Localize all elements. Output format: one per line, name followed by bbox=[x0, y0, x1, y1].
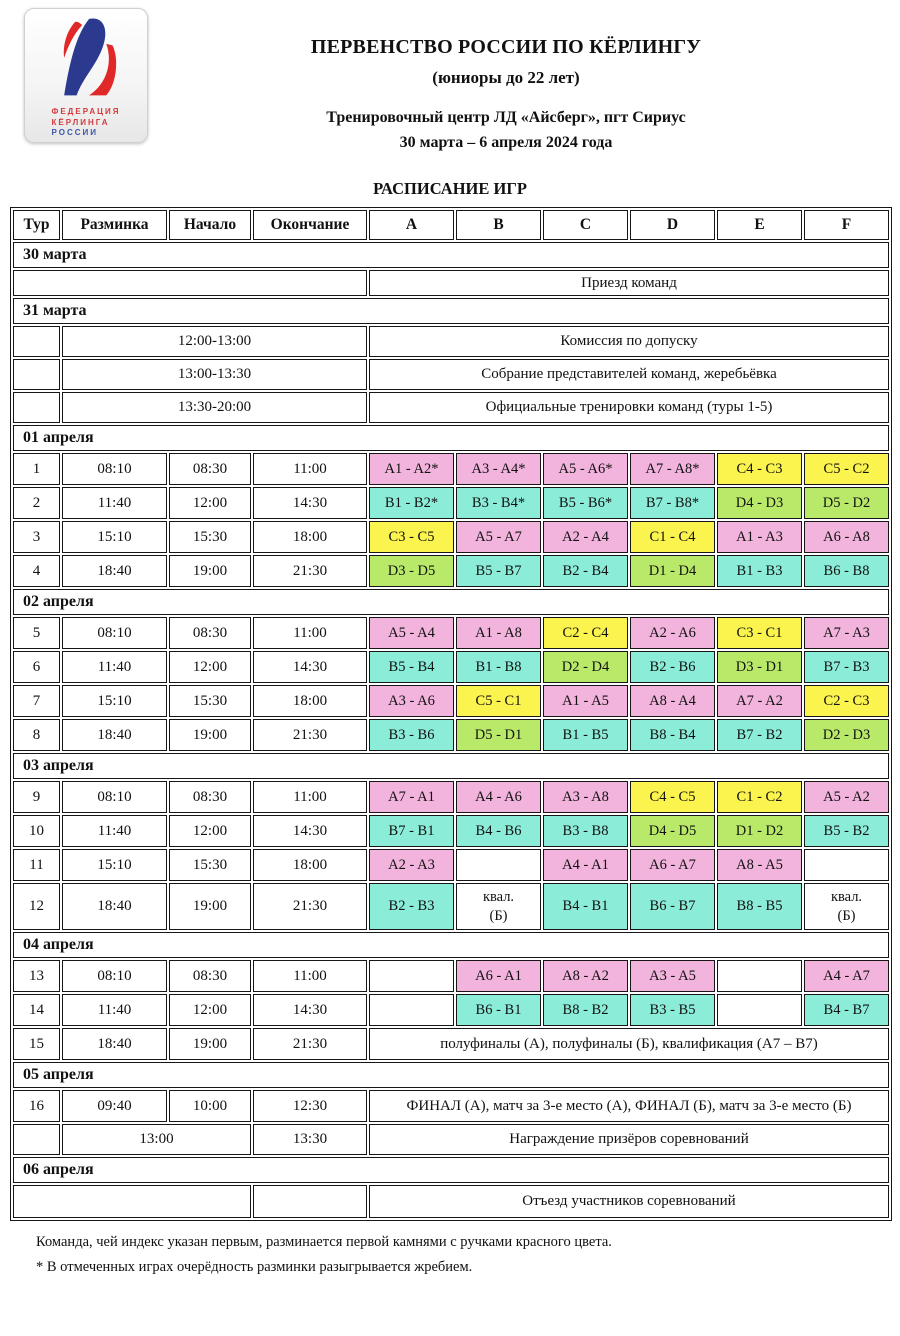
table-row bbox=[13, 270, 889, 296]
table-row bbox=[13, 487, 889, 519]
game-cell bbox=[717, 960, 802, 992]
game-cell: A8 - A2 bbox=[543, 960, 628, 992]
tour-cell bbox=[13, 1124, 60, 1155]
game-cell: B1 - B5 bbox=[543, 719, 628, 751]
start-cell: 19:00 bbox=[169, 719, 251, 751]
tour-cell: 5 bbox=[13, 617, 60, 649]
game-cell: A3 - A6 bbox=[369, 685, 454, 717]
event-text: Официальные тренировки команд (туры 1-5) bbox=[369, 392, 889, 423]
date-label: 01 апреля bbox=[13, 425, 889, 451]
game-cell: A2 - A6 bbox=[630, 617, 715, 649]
tour-cell: 11 bbox=[13, 849, 60, 881]
footnotes bbox=[36, 1232, 900, 1278]
game-cell: B1 - B2* bbox=[369, 487, 454, 519]
table-row bbox=[13, 932, 889, 958]
game-cell: A5 - A4 bbox=[369, 617, 454, 649]
game-cell: A1 - A5 bbox=[543, 685, 628, 717]
time-end-cell: 13:30 bbox=[253, 1124, 367, 1155]
warmup-cell: 08:10 bbox=[62, 617, 167, 649]
warmup-cell: 08:10 bbox=[62, 781, 167, 813]
end-cell: 14:30 bbox=[253, 815, 367, 847]
warmup-cell: 09:40 bbox=[62, 1090, 167, 1122]
start-cell: 12:00 bbox=[169, 994, 251, 1026]
table-row bbox=[13, 719, 889, 751]
dates-line: 30 марта – 6 апреля 2024 года bbox=[399, 134, 613, 151]
page-header bbox=[0, 0, 900, 168]
column-header: Тур bbox=[13, 210, 60, 240]
table-row bbox=[13, 1062, 889, 1088]
tour-cell: 14 bbox=[13, 994, 60, 1026]
table-row bbox=[13, 651, 889, 683]
game-cell: C4 - C5 bbox=[630, 781, 715, 813]
game-cell: D2 - D4 bbox=[543, 651, 628, 683]
warmup-cell: 18:40 bbox=[62, 1028, 167, 1060]
table-row bbox=[13, 425, 889, 451]
game-cell: C1 - C4 bbox=[630, 521, 715, 553]
start-cell: 19:00 bbox=[169, 1028, 251, 1060]
end-cell: 21:30 bbox=[253, 555, 367, 587]
table-row bbox=[13, 1185, 889, 1218]
warmup-cell: 18:40 bbox=[62, 555, 167, 587]
table-row bbox=[13, 453, 889, 485]
warmup-cell: 08:10 bbox=[62, 453, 167, 485]
time-start-cell: 13:00 bbox=[62, 1124, 251, 1155]
empty-cell bbox=[13, 270, 367, 296]
empty-cell bbox=[253, 1185, 367, 1218]
game-cell: A4 - A6 bbox=[456, 781, 541, 813]
table-row bbox=[13, 1090, 889, 1122]
game-cell: A3 - A5 bbox=[630, 960, 715, 992]
game-cell: квал. (Б) bbox=[804, 883, 889, 930]
logo-text-line: ФЕДЕРАЦИЯ bbox=[51, 107, 121, 116]
start-cell: 19:00 bbox=[169, 883, 251, 930]
event-text: Отъезд участников соревнований bbox=[369, 1185, 889, 1218]
game-cell bbox=[804, 849, 889, 881]
end-cell: 18:00 bbox=[253, 849, 367, 881]
game-cell: A6 - A7 bbox=[630, 849, 715, 881]
game-cell: C5 - C2 bbox=[804, 453, 889, 485]
end-cell: 14:30 bbox=[253, 651, 367, 683]
game-cell: B2 - B6 bbox=[630, 651, 715, 683]
game-cell: B5 - B7 bbox=[456, 555, 541, 587]
table-row bbox=[13, 589, 889, 615]
start-cell: 19:00 bbox=[169, 555, 251, 587]
end-cell: 11:00 bbox=[253, 781, 367, 813]
game-cell: D4 - D5 bbox=[630, 815, 715, 847]
game-cell: A7 - A3 bbox=[804, 617, 889, 649]
schedule-table-body bbox=[13, 242, 889, 1218]
game-cell: A2 - A4 bbox=[543, 521, 628, 553]
end-cell: 11:00 bbox=[253, 453, 367, 485]
game-cell: B3 - B4* bbox=[456, 487, 541, 519]
header-row bbox=[13, 210, 889, 240]
end-cell: 21:30 bbox=[253, 1028, 367, 1060]
game-cell: B7 - B3 bbox=[804, 651, 889, 683]
table-row bbox=[13, 359, 889, 390]
table-row bbox=[13, 815, 889, 847]
empty-cell bbox=[13, 1185, 251, 1218]
tour-cell: 13 bbox=[13, 960, 60, 992]
event-text: полуфиналы (А), полуфиналы (Б), квалификация (А7 – В7) bbox=[369, 1028, 889, 1060]
warmup-cell: 11:40 bbox=[62, 815, 167, 847]
game-cell: D1 - D2 bbox=[717, 815, 802, 847]
game-cell: B6 - B8 bbox=[804, 555, 889, 587]
tour-cell bbox=[13, 326, 60, 357]
tour-cell: 6 bbox=[13, 651, 60, 683]
start-cell: 15:30 bbox=[169, 521, 251, 553]
game-cell: D5 - D2 bbox=[804, 487, 889, 519]
column-header: A bbox=[369, 210, 454, 240]
tour-cell: 12 bbox=[13, 883, 60, 930]
start-cell: 15:30 bbox=[169, 685, 251, 717]
schedule-table-head bbox=[13, 210, 889, 240]
game-cell: B3 - B8 bbox=[543, 815, 628, 847]
start-cell: 10:00 bbox=[169, 1090, 251, 1122]
game-cell: B5 - B6* bbox=[543, 487, 628, 519]
game-cell: A2 - A3 bbox=[369, 849, 454, 881]
table-row bbox=[13, 753, 889, 779]
game-cell: B6 - B7 bbox=[630, 883, 715, 930]
column-header: Окончание bbox=[253, 210, 367, 240]
column-header: B bbox=[456, 210, 541, 240]
game-cell: A4 - A7 bbox=[804, 960, 889, 992]
tour-cell bbox=[13, 359, 60, 390]
column-header: Начало bbox=[169, 210, 251, 240]
logo-text-line: РОССИИ bbox=[51, 128, 99, 137]
game-cell: C5 - C1 bbox=[456, 685, 541, 717]
tour-cell: 4 bbox=[13, 555, 60, 587]
tour-cell: 10 bbox=[13, 815, 60, 847]
table-row bbox=[13, 1028, 889, 1060]
time-range-cell: 13:30-20:00 bbox=[62, 392, 367, 423]
game-cell: B6 - B1 bbox=[456, 994, 541, 1026]
end-cell: 18:00 bbox=[253, 685, 367, 717]
game-cell: A5 - A2 bbox=[804, 781, 889, 813]
start-cell: 08:30 bbox=[169, 781, 251, 813]
game-cell: квал. (Б) bbox=[456, 883, 541, 930]
game-cell: B1 - B3 bbox=[717, 555, 802, 587]
game-cell: B8 - B5 bbox=[717, 883, 802, 930]
game-cell: B5 - B2 bbox=[804, 815, 889, 847]
federation-logo bbox=[24, 8, 148, 143]
time-range-cell: 13:00-13:30 bbox=[62, 359, 367, 390]
game-cell: A7 - A8* bbox=[630, 453, 715, 485]
game-cell: C1 - C2 bbox=[717, 781, 802, 813]
table-row bbox=[13, 1157, 889, 1183]
date-label: 06 апреля bbox=[13, 1157, 889, 1183]
game-cell: A5 - A6* bbox=[543, 453, 628, 485]
table-row bbox=[13, 521, 889, 553]
column-header: D bbox=[630, 210, 715, 240]
game-cell: A6 - A1 bbox=[456, 960, 541, 992]
end-cell: 21:30 bbox=[253, 883, 367, 930]
start-cell: 12:00 bbox=[169, 815, 251, 847]
tour-cell: 16 bbox=[13, 1090, 60, 1122]
table-row bbox=[13, 242, 889, 268]
game-cell: A8 - A5 bbox=[717, 849, 802, 881]
game-cell: D3 - D5 bbox=[369, 555, 454, 587]
game-cell: A4 - A1 bbox=[543, 849, 628, 881]
game-cell bbox=[717, 994, 802, 1026]
end-cell: 21:30 bbox=[253, 719, 367, 751]
tour-cell: 8 bbox=[13, 719, 60, 751]
game-cell: D5 - D1 bbox=[456, 719, 541, 751]
end-cell: 12:30 bbox=[253, 1090, 367, 1122]
game-cell: B4 - B7 bbox=[804, 994, 889, 1026]
game-cell: C3 - C5 bbox=[369, 521, 454, 553]
game-cell: D3 - D1 bbox=[717, 651, 802, 683]
page-title: ПЕРВЕНСТВО РОССИИ ПО КЁРЛИНГУ bbox=[310, 36, 702, 58]
note-asterisk: * В отмеченных играх очерёдность разминки разыгрывается жребием. bbox=[36, 1259, 473, 1276]
game-cell: A8 - A4 bbox=[630, 685, 715, 717]
start-cell: 15:30 bbox=[169, 849, 251, 881]
game-cell: A1 - A8 bbox=[456, 617, 541, 649]
game-cell bbox=[456, 849, 541, 881]
table-row bbox=[13, 617, 889, 649]
schedule-title: РАСПИСАНИЕ ИГР bbox=[373, 179, 527, 198]
warmup-cell: 18:40 bbox=[62, 719, 167, 751]
tour-cell: 3 bbox=[13, 521, 60, 553]
warmup-cell: 15:10 bbox=[62, 849, 167, 881]
warmup-cell: 15:10 bbox=[62, 521, 167, 553]
venue-line: Тренировочный центр ЛД «Айсберг», пгт Сириус bbox=[326, 109, 686, 126]
table-row bbox=[13, 883, 889, 930]
start-cell: 12:00 bbox=[169, 651, 251, 683]
date-label: 03 апреля bbox=[13, 753, 889, 779]
event-text: Приезд команд bbox=[369, 270, 889, 296]
game-cell: B5 - B4 bbox=[369, 651, 454, 683]
game-cell: A7 - A1 bbox=[369, 781, 454, 813]
end-cell: 14:30 bbox=[253, 994, 367, 1026]
column-header: E bbox=[717, 210, 802, 240]
game-cell: B7 - B2 bbox=[717, 719, 802, 751]
warmup-cell: 11:40 bbox=[62, 994, 167, 1026]
start-cell: 08:30 bbox=[169, 960, 251, 992]
event-text: Собрание представителей команд, жеребьёвка bbox=[369, 359, 889, 390]
table-row bbox=[13, 781, 889, 813]
column-header: Разминка bbox=[62, 210, 167, 240]
game-cell: D1 - D4 bbox=[630, 555, 715, 587]
title-block bbox=[116, 0, 896, 152]
date-label: 04 апреля bbox=[13, 932, 889, 958]
warmup-cell: 15:10 bbox=[62, 685, 167, 717]
table-row bbox=[13, 849, 889, 881]
tour-cell: 15 bbox=[13, 1028, 60, 1060]
end-cell: 14:30 bbox=[253, 487, 367, 519]
start-cell: 08:30 bbox=[169, 617, 251, 649]
table-row bbox=[13, 685, 889, 717]
game-cell: B4 - B1 bbox=[543, 883, 628, 930]
warmup-cell: 11:40 bbox=[62, 651, 167, 683]
tour-cell: 1 bbox=[13, 453, 60, 485]
game-cell: B3 - B6 bbox=[369, 719, 454, 751]
note-warmup-stones: Команда, чей индекс указан первым, разминается первой камнями с ручками красного цвета. bbox=[36, 1234, 612, 1250]
table-row bbox=[13, 994, 889, 1026]
tour-cell bbox=[13, 392, 60, 423]
event-text: Награждение призёров соревнований bbox=[369, 1124, 889, 1155]
table-row bbox=[13, 392, 889, 423]
tour-cell: 2 bbox=[13, 487, 60, 519]
game-cell: A6 - A8 bbox=[804, 521, 889, 553]
game-cell: A3 - A4* bbox=[456, 453, 541, 485]
game-cell bbox=[369, 994, 454, 1026]
column-header: F bbox=[804, 210, 889, 240]
game-cell: B3 - B5 bbox=[630, 994, 715, 1026]
column-header: C bbox=[543, 210, 628, 240]
end-cell: 18:00 bbox=[253, 521, 367, 553]
game-cell: B4 - B6 bbox=[456, 815, 541, 847]
game-cell: C2 - C4 bbox=[543, 617, 628, 649]
game-cell: A1 - A3 bbox=[717, 521, 802, 553]
game-cell: C4 - C3 bbox=[717, 453, 802, 485]
start-cell: 12:00 bbox=[169, 487, 251, 519]
date-label: 05 апреля bbox=[13, 1062, 889, 1088]
warmup-cell: 18:40 bbox=[62, 883, 167, 930]
event-text: ФИНАЛ (А), матч за 3-е место (А), ФИНАЛ (Б), матч за 3-е место (Б) bbox=[369, 1090, 889, 1122]
time-range-cell: 12:00-13:00 bbox=[62, 326, 367, 357]
schedule-table bbox=[10, 207, 892, 1221]
warmup-cell: 11:40 bbox=[62, 487, 167, 519]
game-cell: B7 - B8* bbox=[630, 487, 715, 519]
curling-federation-icon bbox=[47, 17, 125, 105]
game-cell: A7 - A2 bbox=[717, 685, 802, 717]
game-cell: B8 - B2 bbox=[543, 994, 628, 1026]
end-cell: 11:00 bbox=[253, 960, 367, 992]
table-row bbox=[13, 1124, 889, 1155]
game-cell: D2 - D3 bbox=[804, 719, 889, 751]
game-cell: B1 - B8 bbox=[456, 651, 541, 683]
tour-cell: 9 bbox=[13, 781, 60, 813]
game-cell: C2 - C3 bbox=[804, 685, 889, 717]
event-text: Комиссия по допуску bbox=[369, 326, 889, 357]
page-subtitle: (юниоры до 22 лет) bbox=[432, 68, 580, 87]
game-cell: B2 - B3 bbox=[369, 883, 454, 930]
table-row bbox=[13, 326, 889, 357]
date-label: 30 марта bbox=[13, 242, 889, 268]
game-cell: B8 - B4 bbox=[630, 719, 715, 751]
warmup-cell: 08:10 bbox=[62, 960, 167, 992]
logo-text-line: КЁРЛИНГА bbox=[51, 117, 110, 127]
start-cell: 08:30 bbox=[169, 453, 251, 485]
date-label: 31 марта bbox=[13, 298, 889, 324]
table-row bbox=[13, 555, 889, 587]
table-row bbox=[13, 960, 889, 992]
game-cell: D4 - D3 bbox=[717, 487, 802, 519]
game-cell: A5 - A7 bbox=[456, 521, 541, 553]
game-cell: A1 - A2* bbox=[369, 453, 454, 485]
game-cell: B7 - B1 bbox=[369, 815, 454, 847]
game-cell: C3 - C1 bbox=[717, 617, 802, 649]
game-cell bbox=[369, 960, 454, 992]
federation-logo-text bbox=[52, 107, 121, 139]
date-label: 02 апреля bbox=[13, 589, 889, 615]
end-cell: 11:00 bbox=[253, 617, 367, 649]
game-cell: B2 - B4 bbox=[543, 555, 628, 587]
tour-cell: 7 bbox=[13, 685, 60, 717]
game-cell: A3 - A8 bbox=[543, 781, 628, 813]
table-row bbox=[13, 298, 889, 324]
